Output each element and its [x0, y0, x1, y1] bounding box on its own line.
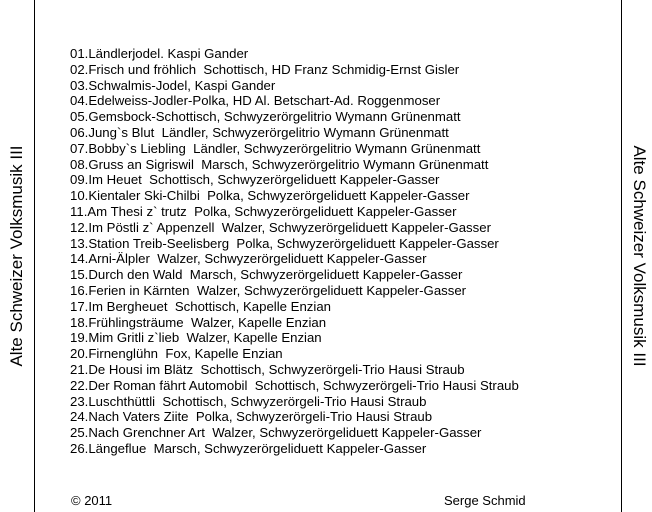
track-title: Gemsbock-Schottisch, Schwyzerörgelitrio Wymann Grünenmatt	[88, 109, 461, 125]
track-title: Kientaler Ski-Chilbi Polka, Schwyzerörgeliduett Kappeler-Gasser	[88, 188, 470, 204]
track-item	[70, 46, 519, 62]
track-item	[70, 394, 519, 410]
copyright-notice: © 2011	[71, 493, 113, 508]
track-title: Nach Vaters Ziite Polka, Schwyzerörgeli-Trio Hausi Straub	[88, 409, 433, 425]
track-title: Am Thesi z` trutz Polka, Schwyzerörgeliduett Kappeler-Gasser	[87, 203, 457, 219]
track-title: Längeflue Marsch, Schwyzerörgeliduett Kappeler-Gasser	[88, 440, 427, 456]
track-item	[70, 425, 519, 441]
track-item	[70, 346, 519, 362]
track-title: Im Bergheuet Schottisch, Kapelle Enzian	[88, 298, 331, 314]
track-title: Frühlingsträume Walzer, Kapelle Enzian	[88, 314, 327, 330]
track-title: Im Heuet Schottisch, Schwyzerörgeliduett Kappeler-Gasser	[88, 172, 440, 188]
track-item	[70, 93, 519, 109]
track-number: 09.	[70, 172, 89, 188]
track-number: 08.	[70, 156, 89, 172]
track-title: De Housi im Blätz Schottisch, Schwyzerörgeli-Trio Hausi Straub	[88, 361, 465, 377]
track-item	[70, 251, 519, 267]
track-item	[70, 188, 519, 204]
track-number: 10.	[70, 188, 89, 204]
track-item	[70, 299, 519, 315]
track-number: 14.	[70, 251, 89, 267]
track-title: Jung`s Blut Ländler, Schwyzerörgelitrio Wymann Grünenmatt	[88, 124, 449, 140]
track-item	[70, 441, 519, 457]
track-number: 15.	[70, 267, 89, 283]
track-number: 18.	[70, 314, 89, 330]
track-title: Station Treib-Seelisberg Polka, Schwyzerörgeliduett Kappeler-Gasser	[88, 235, 499, 251]
track-title: Der Roman fährt Automobil Schottisch, Schwyzerörgeli-Trio Hausi Straub	[88, 377, 519, 393]
right-spine-divider	[621, 0, 622, 512]
track-title: Bobby`s Liebling Ländler, Schwyzerörgelitrio Wymann Grünenmatt	[88, 140, 481, 156]
track-title: Firnenglühn Fox, Kapelle Enzian	[88, 346, 283, 362]
track-list	[70, 46, 519, 457]
track-number: 22.	[70, 377, 89, 393]
track-item	[70, 236, 519, 252]
track-title: Ländlerjodel. Kaspi Gander	[88, 46, 249, 61]
track-title: Edelweiss-Jodler-Polka, HD Al. Betschart-Ad. Roggenmoser	[88, 93, 441, 109]
track-title: Frisch und fröhlich Schottisch, HD Franz Schmidig-Ernst Gisler	[88, 61, 460, 77]
track-number: 26.	[70, 440, 89, 456]
track-number: 11.	[70, 203, 88, 219]
track-item	[70, 362, 519, 378]
track-number: 12.	[70, 219, 89, 235]
right-spine-title: Alte Schweizer Volksmusik III	[630, 145, 649, 367]
left-spine-divider	[34, 0, 35, 512]
track-number: 05.	[70, 109, 89, 125]
track-item	[70, 157, 519, 173]
track-item	[70, 283, 519, 299]
track-number: 06.	[70, 124, 89, 140]
track-title: Durch den Wald Marsch, Schwyzerörgeliduett Kappeler-Gasser	[88, 267, 463, 283]
track-title: Ferien in Kärnten Walzer, Schwyzerörgeliduett Kappeler-Gasser	[88, 282, 467, 298]
left-spine-title: Alte Schweizer Volksmusik III	[7, 145, 26, 367]
artist-name: Serge Schmid	[444, 493, 526, 508]
track-number: 02.	[70, 61, 89, 77]
track-item	[70, 141, 519, 157]
track-item	[70, 378, 519, 394]
track-title: Luschthüttli Schottisch, Schwyzerörgeli-Trio Hausi Straub	[88, 393, 427, 409]
track-number: 01.	[70, 46, 89, 61]
track-item	[70, 62, 519, 78]
track-title: Im Pöstli z` Appenzell Walzer, Schwyzerörgeliduett Kappeler-Gasser	[88, 219, 491, 235]
track-title: Gruss an Sigriswil Marsch, Schwyzerörgelitrio Wymann Grünenmatt	[88, 156, 489, 172]
track-number: 16.	[70, 282, 89, 298]
track-number: 04.	[70, 93, 89, 109]
track-number: 17.	[70, 298, 89, 314]
track-item	[70, 78, 519, 94]
track-number: 21.	[70, 361, 89, 377]
track-item	[70, 220, 519, 236]
track-item	[70, 409, 519, 425]
track-number: 19.	[70, 330, 89, 346]
track-item	[70, 330, 519, 346]
track-title: Nach Grenchner Art Walzer, Schwyzerörgeliduett Kappeler-Gasser	[88, 425, 482, 441]
track-title: Arni-Älpler Walzer, Schwyzerörgeliduett Kappeler-Gasser	[88, 251, 427, 267]
track-number: 25.	[70, 425, 89, 441]
track-item	[70, 204, 519, 220]
track-item	[70, 267, 519, 283]
track-title: Schwalmis-Jodel, Kaspi Gander	[88, 77, 276, 93]
track-number: 03.	[70, 77, 89, 93]
track-number: 24.	[70, 409, 89, 425]
track-item	[70, 172, 519, 188]
track-item	[70, 109, 519, 125]
track-number: 07.	[70, 140, 89, 156]
track-number: 13.	[70, 235, 89, 251]
track-number: 20.	[70, 346, 89, 362]
track-item	[70, 315, 519, 331]
track-item	[70, 125, 519, 141]
track-title: Mim Gritli z`lieb Walzer, Kapelle Enzian	[88, 330, 322, 346]
track-number: 23.	[70, 393, 89, 409]
